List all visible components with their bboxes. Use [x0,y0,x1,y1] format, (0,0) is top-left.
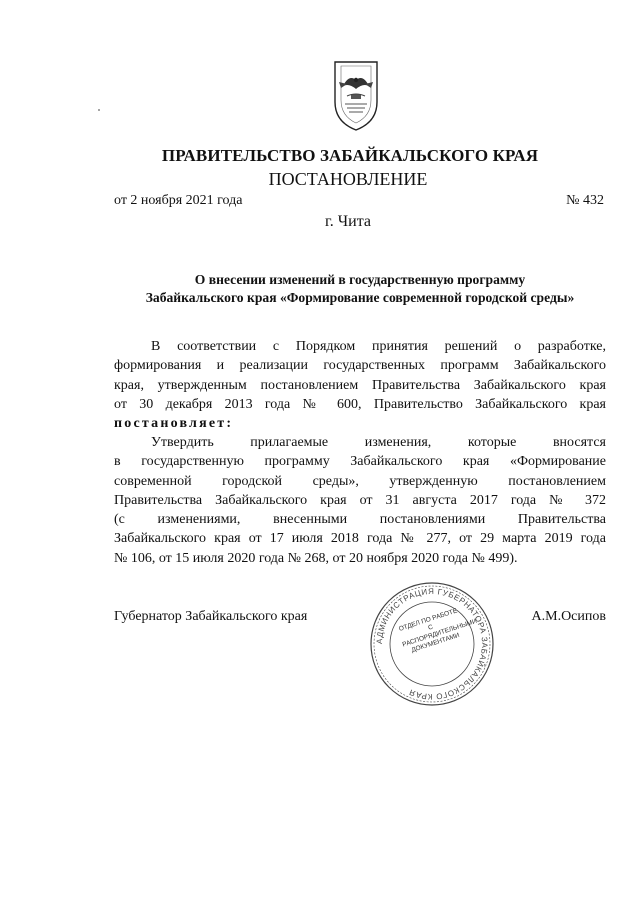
signatory-position: Губернатор Забайкальского края [114,609,308,624]
decree-word: постановляет: [114,416,234,432]
decision-paragraph [114,433,606,568]
paragraph-line: Утвердить прилагаемые изменения, которые вносятся [151,435,606,450]
paragraph-line: современной городской среды», утвержденную постановлением [114,473,606,489]
paragraph-line: в государственную программу Забайкальского края «Формирование [114,454,606,470]
document-city: г. Чита [324,213,371,230]
subject-line: О внесении изменений в государственную программу [194,272,526,287]
signatory-name: А.М.Осипов [531,609,606,624]
paragraph-line: Забайкальского края от 17 июля 2018 года № 277, от 29 марта 2019 года [114,531,606,547]
paragraph-line: (с изменениями, внесенными постановлениями Правительства [114,512,606,528]
document-subject [114,271,606,307]
document-date: от 2 ноября 2021 года [114,193,243,208]
paragraph-line: В соответствии с Порядком принятия решений о разработке, [151,339,606,354]
government-title: ПРАВИТЕЛЬСТВО ЗАБАЙКАЛЬСКОГО КРАЯ [161,146,539,165]
stamp-ring-text: АДМИНИСТРАЦИЯ ГУБЕРНАТОРА ЗАБАЙКАЛЬСКОГО КРАЯ [374,586,490,702]
paragraph-line: № 106, от 15 июля 2020 года № 268, от 20 ноября 2020 года № 499). [114,550,518,566]
paragraph-line: края, утвержденным постановлением Правительства Забайкальского края [114,377,606,393]
scan-speck [98,109,100,111]
paragraph-line: от 30 декабря 2013 года № 600, Правительство Забайкальского края [114,396,606,412]
subject-line: Забайкальского края «Формирование современной городской среды» [145,290,575,305]
paragraph-line: формирования и реализации государственных программ Забайкальского [114,358,606,374]
stamp-center-text: ОТДЕЛ ПО РАБОТЕ С РАСПОРЯДИТЕЛЬНЫМИ ДОКУМЕНТАМИ [398,607,478,655]
preamble-paragraph [114,337,606,433]
document-number: № 432 [566,193,604,208]
paragraph-line: Правительства Забайкальского края от 31 августа 2017 года № 372 [114,492,606,508]
document-type: ПОСТАНОВЛЕНИЕ [268,169,428,189]
coat-of-arms-emblem [327,56,385,132]
